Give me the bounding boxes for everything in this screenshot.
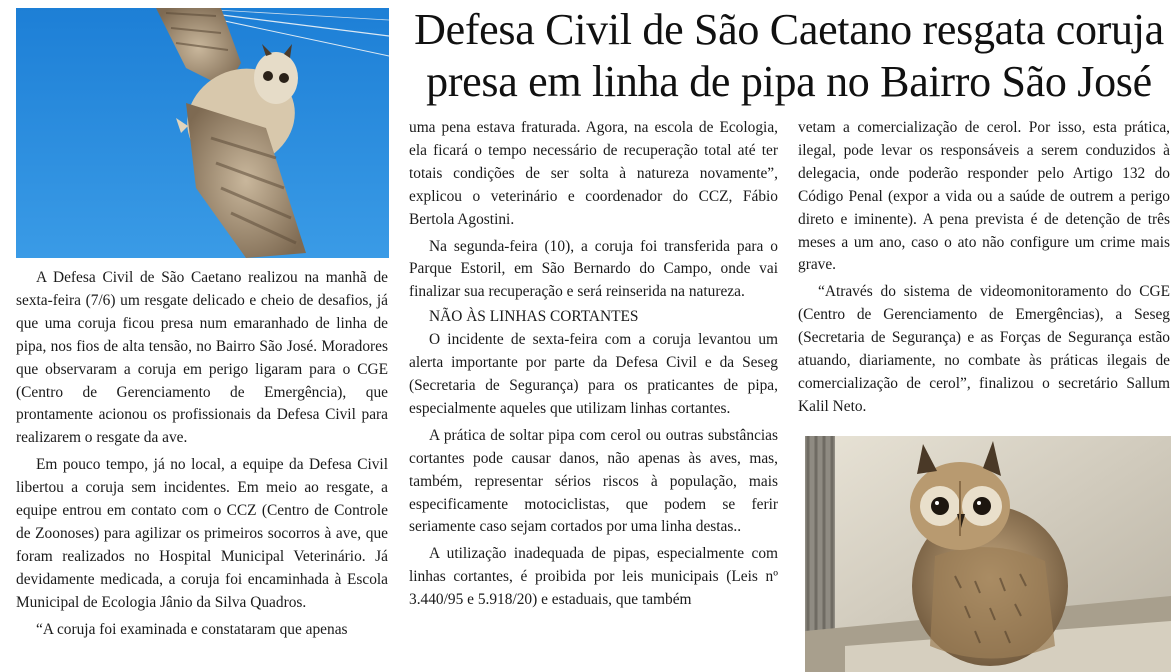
paragraph: “Através do sistema de videomonitoramento do CGE (Centro de Gerenciamento de Emergências), a Seseg (Secretaria de Segurança) e as Forças de Segurança estão atuando, diariamente, no combate às práticas ilegais de comercialização de cerol”, finalizou o secretário Sallum Kalil Neto.: [798, 283, 1170, 415]
paragraph: O incidente de sexta-feira com a coruja levantou um alerta importante por parte da Defesa Civil e da Seseg (Secretaria de Segurança) para os praticantes de pipa, especialmente aqueles que utilizam linhas cortantes.: [409, 331, 778, 417]
owl-flying-image: [16, 8, 389, 258]
article-column-1: [16, 267, 388, 642]
article-headline: Defesa Civil de São Caetano resgata coruja presa em linha de pipa no Bairro São José: [414, 5, 1164, 106]
paragraph: Em pouco tempo, já no local, a equipe da Defesa Civil libertou a coruja sem incidentes. Em meio ao resgate, a equipe entrou em contato com o CCZ (Centro de Controle de Zoonoses) para agilizar os primeiros socorros à ave, que foram realizados no Hospital Municipal Veterinário. Já devidamente medicada, a coruja foi encaminhada à Escola Municipal de Ecologia Jânio da Silva Quadros.: [16, 456, 388, 611]
paragraph: A Defesa Civil de São Caetano realizou na manhã de sexta-feira (7/6) um resgate delicado e cheio de desafios, já que uma coruja ficou presa num emaranhado de linha de pipa, nos fios de alta tensão, no Bairro São José. Moradores que observaram a coruja em perigo ligaram para o CGE (Centro de Gerenciamento de Emergência), que prontamente acionou os profissionais da Defesa Civil para realizarem o resgate da ave.: [16, 269, 388, 447]
paragraph: uma pena estava fraturada. Agora, na escola de Ecologia, ela ficará o tempo necessário de recuperação total até ter totais condições de ser solta à natureza novamente”, explicou o veterinário e coordenador do CCZ, Fábio Bertola Agostini.: [409, 119, 778, 228]
paragraph: Na segunda-feira (10), a coruja foi transferida para o Parque Estoril, em São Bernardo do Campo, onde vai finalizar sua recuperação e será reinserida na natureza.: [409, 237, 778, 301]
article-column-2: [409, 117, 778, 612]
owl-perched-photo: [805, 436, 1171, 672]
owl-flying-photo: [16, 8, 389, 258]
paragraph: A prática de soltar pipa com cerol ou outras substâncias cortantes pode causar danos, não apenas às aves, mas, também, representar sérios riscos à população, mais especificamente motociclistas, que podem se ferir seriamente caso sejam cortados por uma linha destas..: [409, 426, 778, 536]
paragraph: A utilização inadequada de pipas, especialmente com linhas cortantes, é proibida por leis municipais (Leis nº 3.440/95 e 5.918/20) e estaduais, que também: [409, 545, 778, 609]
section-heading: NÃO ÀS LINHAS CORTANTES: [429, 308, 639, 326]
article-column-3: [798, 117, 1170, 419]
paragraph: vetam a comercialização de cerol. Por isso, esta prática, ilegal, pode levar os responsáveis a serem conduzidos à delegacia, onde poderão responder pelo Artigo 132 do Código Penal (expor a vida ou a saúde de outrem a perigo direto e iminente). A pena prevista é de detenção de três meses a um ano, caso o ato não configure um crime mais grave.: [798, 119, 1170, 274]
paragraph: “A coruja foi examinada e constataram que apenas: [36, 620, 348, 638]
owl-perched-image: [805, 436, 1171, 672]
